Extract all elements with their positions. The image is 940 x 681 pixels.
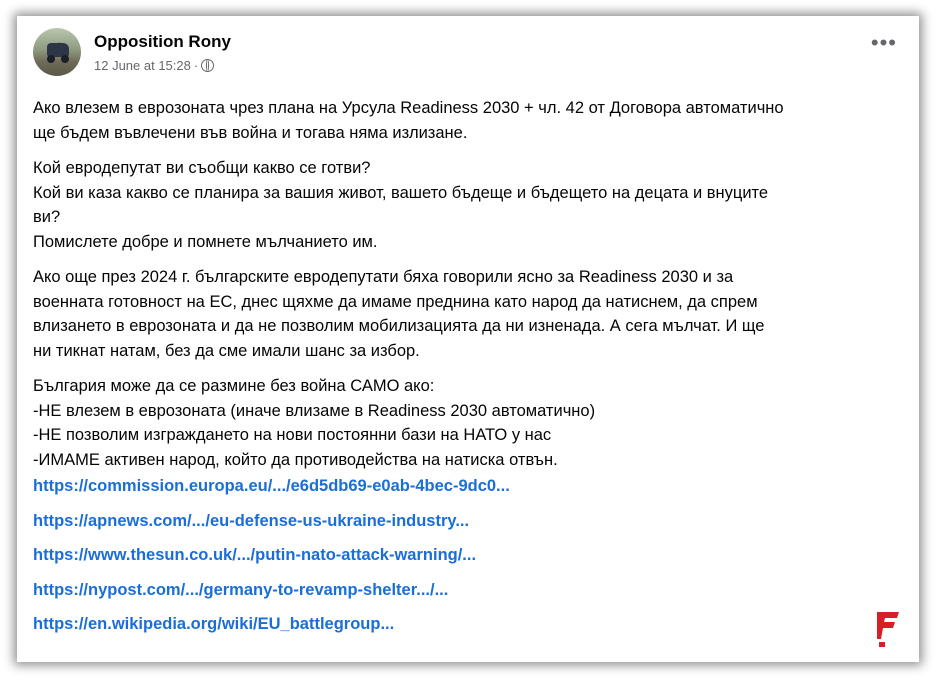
post-paragraph [33,156,903,254]
text-line: -НЕ позволим изграждането на нови постоянни бази на НАТО у нас [33,426,552,444]
post-paragraph [33,96,903,145]
text-line: Ако влезем в еврозоната чрез плана на Урсула Readiness 2030 + чл. 42 от Договора автоматично [33,99,784,117]
post-card [17,16,919,662]
link-commission[interactable]: https://commission.europa.eu/.../e6d5db69-e0ab-4bec-9dc0... [33,477,510,495]
text-line: България може да се размине без война САМО ако: [33,377,435,395]
more-options-button[interactable]: ••• [870,30,897,55]
link-apnews[interactable]: https://apnews.com/.../eu-defense-us-ukraine-industry... [33,511,470,530]
text-line: ще бъдем въвлечени във война и тогава няма излизане. [33,123,468,142]
text-line: Кой ви каза какво се планира за вашия живот, вашето бъдеще и бъдещето на децата и внуците [33,183,769,202]
link-wikipedia[interactable]: https://en.wikipedia.org/wiki/EU_battlegroup... [33,615,395,633]
text-line: влизането в еврозоната и да не позволим мобилизацията да ни изненада. А сега мълчат. И ще [33,317,765,335]
text-line: ви? [33,208,61,226]
brand-logo-icon [877,612,899,648]
text-line: ни тикнат натам, без да сме имали шанс за избор. [33,341,420,360]
link-thesun[interactable]: https://www.thesun.co.uk/.../putin-nato-attack-warning/... [33,546,477,564]
post-body [33,96,903,637]
link-nypost[interactable]: https://nypost.com/.../germany-to-revamp-shelter.../... [33,580,449,599]
post-paragraph [33,265,903,363]
avatar[interactable] [33,28,81,76]
text-line: военната готовност на ЕС, днес щяхме да имаме преднина като народ да натиснем, да спрем [33,292,758,311]
post-timestamp[interactable]: 12 June at 15:28 [94,58,191,73]
text-line: Ако още през 2024 г. българските евродепутати бяха говорили ясно за Readiness 2030 и за [33,268,734,286]
meta-separator: · [193,58,199,73]
author-name[interactable]: Opposition Rony [94,32,231,51]
avatar-wheel-shape [61,55,69,63]
globe-icon [201,59,214,72]
text-line: -НЕ влезем в еврозоната (иначе влизаме в Readiness 2030 автоматично) [33,401,596,420]
post-meta [94,58,214,73]
text-line: -ИМАМЕ активен народ, който да противодейства на натиска отвън. [33,450,558,469]
text-line: Помислете добре и помнете мълчанието им. [33,232,378,251]
avatar-wheel-shape [47,55,55,63]
post-paragraph [33,374,903,472]
text-line: Кой евродепутат ви съобщи какво се готви? [33,159,371,177]
